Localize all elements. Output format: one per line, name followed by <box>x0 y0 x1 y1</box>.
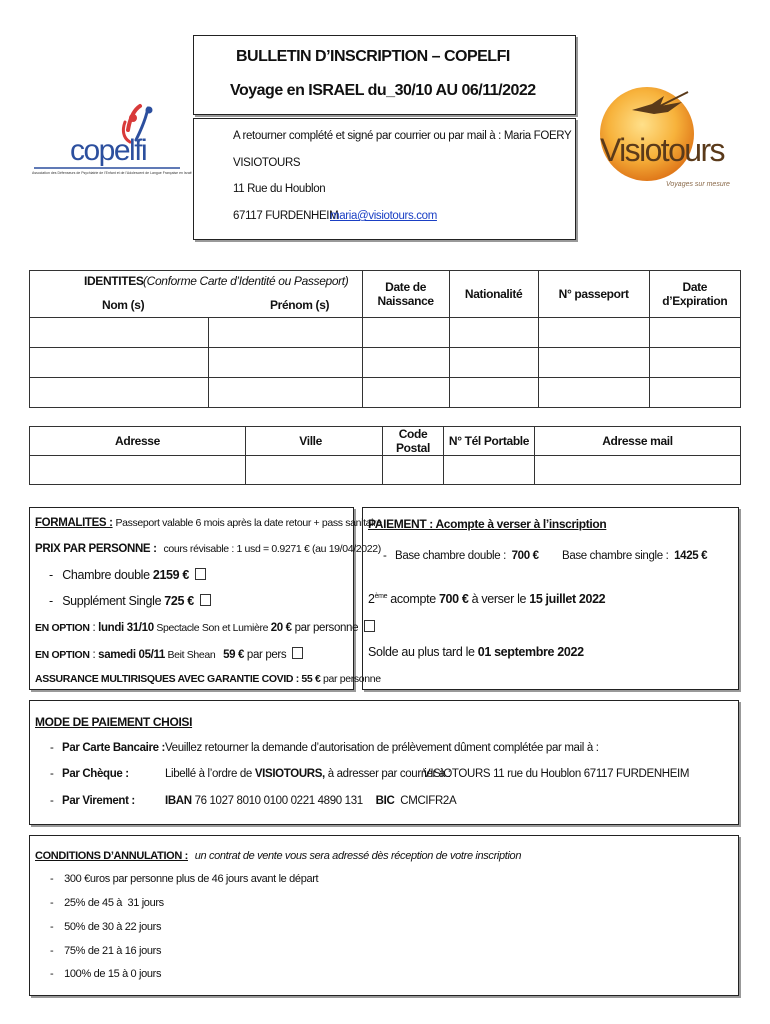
acompte-double-price: 700 € <box>511 550 539 562</box>
table-row <box>30 318 741 348</box>
tel-field[interactable] <box>444 456 535 485</box>
double-label: Chambre double <box>62 568 153 582</box>
trip-title: Voyage en ISRAEL du_30/10 AU 06/11/2022 <box>230 82 536 99</box>
bic-label: BIC <box>375 795 395 807</box>
cheque-text1: Libellé à l’ordre de <box>165 768 255 780</box>
title-box <box>193 35 576 115</box>
paiement-box <box>362 507 739 690</box>
double-price: 2159 € <box>152 568 189 582</box>
solde-text: Solde au plus tard le <box>368 645 478 659</box>
annulation-item-4: 75% de 21 à 16 jours <box>64 945 162 957</box>
annulation-note: un contrat de vente vous sera adressé dès réception de votre inscription <box>194 850 522 862</box>
address-table <box>29 426 741 485</box>
col-mail: Adresse mail <box>535 427 741 456</box>
option1-label: EN OPTION <box>35 622 90 634</box>
acompte-sup: ème <box>374 592 388 600</box>
annulation-label: CONDITIONS D’ANNULATION : <box>35 850 188 862</box>
visiotours-wordmark: Visiotours <box>600 132 724 168</box>
option1-date: lundi 31/10 <box>98 622 154 634</box>
return-instructions: A retourner complété et signé par courrier ou par mail à : Maria FOERY <box>233 130 572 142</box>
acompte-text1: acompte <box>387 592 439 606</box>
prix-line <box>35 543 381 555</box>
col-date-naissance-line2: Naissance <box>377 294 434 308</box>
acompte-single-line <box>562 550 707 562</box>
nom-field-3[interactable] <box>30 378 209 408</box>
supplement-single-line: - Supplément Single 725 € <box>49 594 211 608</box>
prenom-field-3[interactable] <box>209 378 363 408</box>
cheque-address: VISIOTOURS 11 rue du Houblon 67117 FURDENHEIM <box>423 768 690 780</box>
formalites-text: Passeport valable 6 mois après la date retour + pass sanitaire <box>115 517 382 529</box>
identites-note: (Conforme Carte d’Identité ou Passeport) <box>143 274 349 288</box>
prix-note: cours révisable : 1 usd = 0.9271 € (au 19/04/2022) <box>163 543 381 555</box>
table-row <box>30 378 741 408</box>
naissance-field-1[interactable] <box>362 318 449 348</box>
solde-line <box>368 645 584 659</box>
company-name: VISIOTOURS <box>233 157 301 169</box>
chambre-double-line: - Chambre double 2159 € <box>49 568 206 582</box>
street-address: 11 Rue du Houblon <box>233 183 326 195</box>
mail-field[interactable] <box>535 456 741 485</box>
formalites-line <box>35 517 382 529</box>
annulation-item-3: 50% de 30 à 22 jours <box>64 921 162 933</box>
acompte-single-price: 1425 € <box>674 550 708 562</box>
list-item: - 100% de 15 à 0 jours <box>50 968 162 980</box>
col-code-postal: Code Postal <box>383 427 444 456</box>
list-item: - 25% de 45 à 31 jours <box>50 897 164 909</box>
formalites-label: FORMALITES : <box>35 517 113 529</box>
iban-label: IBAN <box>165 795 192 807</box>
option2-checkbox[interactable] <box>292 647 303 659</box>
acompte-double-label: Base chambre double : <box>395 550 512 562</box>
ville-field[interactable] <box>246 456 383 485</box>
passeport-field-3[interactable] <box>538 378 649 408</box>
option2-text: Beit Shean <box>164 649 224 661</box>
passeport-field-2[interactable] <box>538 348 649 378</box>
acompte-date: 15 juillet 2022 <box>529 592 606 606</box>
naissance-field-2[interactable] <box>362 348 449 378</box>
assurance-line <box>35 673 381 685</box>
list-item: - 75% de 21 à 16 jours <box>50 945 162 957</box>
acompte-single-label: Base chambre single : <box>562 550 675 562</box>
single-checkbox[interactable] <box>200 594 211 606</box>
virement-label: Par Virement : <box>62 795 135 807</box>
col-date-naissance <box>362 271 449 318</box>
contact-email-link[interactable]: maria@visiotours.com <box>330 210 437 222</box>
bic-value: CMCIFR2A <box>400 795 457 807</box>
prix-label: PRIX PAR PERSONNE : <box>35 543 157 555</box>
virement-line: - Par Virement : <box>50 795 135 807</box>
col-adresse: Adresse <box>30 427 246 456</box>
col-tel: N° Tél Portable <box>444 427 535 456</box>
copelfi-tagline: Association des Défenseurs de Psychiatrie de l'Enfant et de l'Adolescent de Langue Française en Israël <box>32 171 192 175</box>
table-row <box>30 456 741 485</box>
option1-suffix: par personne <box>291 622 359 634</box>
copelfi-wordmark: copelfi <box>70 134 147 167</box>
table-row <box>30 348 741 378</box>
assurance-suffix: par personne <box>320 673 381 685</box>
nationalite-field-3[interactable] <box>449 378 538 408</box>
form-title: BULLETIN D’INSCRIPTION – COPELFI <box>236 48 510 65</box>
visiotours-tagline: Voyages sur mesure <box>666 181 730 188</box>
annulation-box <box>29 835 739 996</box>
visiotours-logo <box>592 82 740 192</box>
prenom-field-2[interactable] <box>209 348 363 378</box>
copelfi-logo <box>30 100 190 182</box>
prenom-field-1[interactable] <box>209 318 363 348</box>
solde-date: 01 septembre 2022 <box>477 645 584 659</box>
annulation-header <box>35 850 521 862</box>
col-expiration: Date d’Expiration <box>649 271 740 318</box>
identity-header-cell <box>30 271 363 318</box>
col-prenom: Prénom (s) <box>270 298 330 312</box>
expiration-field-2[interactable] <box>649 348 740 378</box>
option2-line: EN OPTION : samedi 05/11 Beit Shean 59 € par pers <box>35 647 303 661</box>
nom-field-2[interactable] <box>30 348 209 378</box>
list-item: - 50% de 30 à 22 jours <box>50 921 162 933</box>
option1-text: Spectacle Son et Lumière <box>153 622 271 634</box>
expiration-field-1[interactable] <box>649 318 740 348</box>
mode-paiement-box <box>29 700 739 825</box>
acompte-num: 2 <box>368 592 375 606</box>
option2-date: samedi 05/11 <box>98 649 165 661</box>
iban-line <box>165 795 456 807</box>
cheque-text <box>165 768 451 780</box>
acompte-text2: à verser le <box>468 592 530 606</box>
carte-bancaire-text: Veuillez retourner la demande d’autorisation de prélèvement dûment complétée par mail à : <box>165 742 599 754</box>
col-passeport: N° passeport <box>538 271 649 318</box>
option1-line: EN OPTION : lundi 31/10 Spectacle Son et Lumière 20 € par personne <box>35 620 375 634</box>
code-postal-field[interactable] <box>383 456 444 485</box>
mode-paiement-title: MODE DE PAIEMENT CHOISI <box>35 715 193 729</box>
acompte-double-line: - Base chambre double : 700 € <box>383 550 539 562</box>
double-checkbox[interactable] <box>195 568 206 580</box>
city-address: 67117 FURDENHEIM <box>233 210 339 222</box>
col-ville: Ville <box>246 427 383 456</box>
option1-price: 20 € <box>270 622 292 634</box>
expiration-field-3[interactable] <box>649 378 740 408</box>
cheque-line: - Par Chèque : <box>50 768 129 780</box>
cheque-label: Par Chèque : <box>62 768 129 780</box>
single-price: 725 € <box>164 594 194 608</box>
identity-table <box>29 270 741 408</box>
col-date-naissance-line1: Date de <box>385 280 427 294</box>
annulation-item-5: 100% de 15 à 0 jours <box>64 968 162 980</box>
paiement-title: PAIEMENT : Acompte à verser à l’inscription <box>368 517 607 531</box>
passeport-field-1[interactable] <box>538 318 649 348</box>
col-nationalite: Nationalité <box>449 271 538 318</box>
option2-price: 59 € <box>223 649 245 661</box>
cheque-text2: à adresser par courrier à : <box>327 768 451 780</box>
nom-field-1[interactable] <box>30 318 209 348</box>
cheque-bold: VISIOTOURS, <box>254 768 328 780</box>
naissance-field-3[interactable] <box>362 378 449 408</box>
identites-label: IDENTITES <box>84 274 144 288</box>
adresse-field[interactable] <box>30 456 246 485</box>
list-item: - 300 €uros par personne plus de 46 jours avant le départ <box>50 873 319 885</box>
col-nom: Nom (s) <box>102 298 145 312</box>
nationalite-field-1[interactable] <box>449 318 538 348</box>
option2-suffix: par pers <box>244 649 287 661</box>
second-acompte-line <box>368 592 605 606</box>
annulation-item-2: 25% de 45 à 31 jours <box>64 897 164 909</box>
annulation-item-1: 300 €uros par personne plus de 46 jours avant le départ <box>64 873 319 885</box>
carte-bancaire-label: Par Carte Bancaire : <box>62 742 165 754</box>
return-address-box <box>193 118 576 240</box>
carte-bancaire-line: - Par Carte Bancaire : <box>50 742 165 754</box>
iban-value: 76 1027 8010 0100 0221 4890 131 <box>194 795 363 807</box>
assurance-label: ASSURANCE MULTIRISQUES AVEC GARANTIE COVID : 55 € <box>35 673 321 685</box>
acompte-price: 700 € <box>438 592 469 606</box>
option2-label: EN OPTION <box>35 649 90 661</box>
single-label: Supplément Single <box>62 594 165 608</box>
nationalite-field-2[interactable] <box>449 348 538 378</box>
